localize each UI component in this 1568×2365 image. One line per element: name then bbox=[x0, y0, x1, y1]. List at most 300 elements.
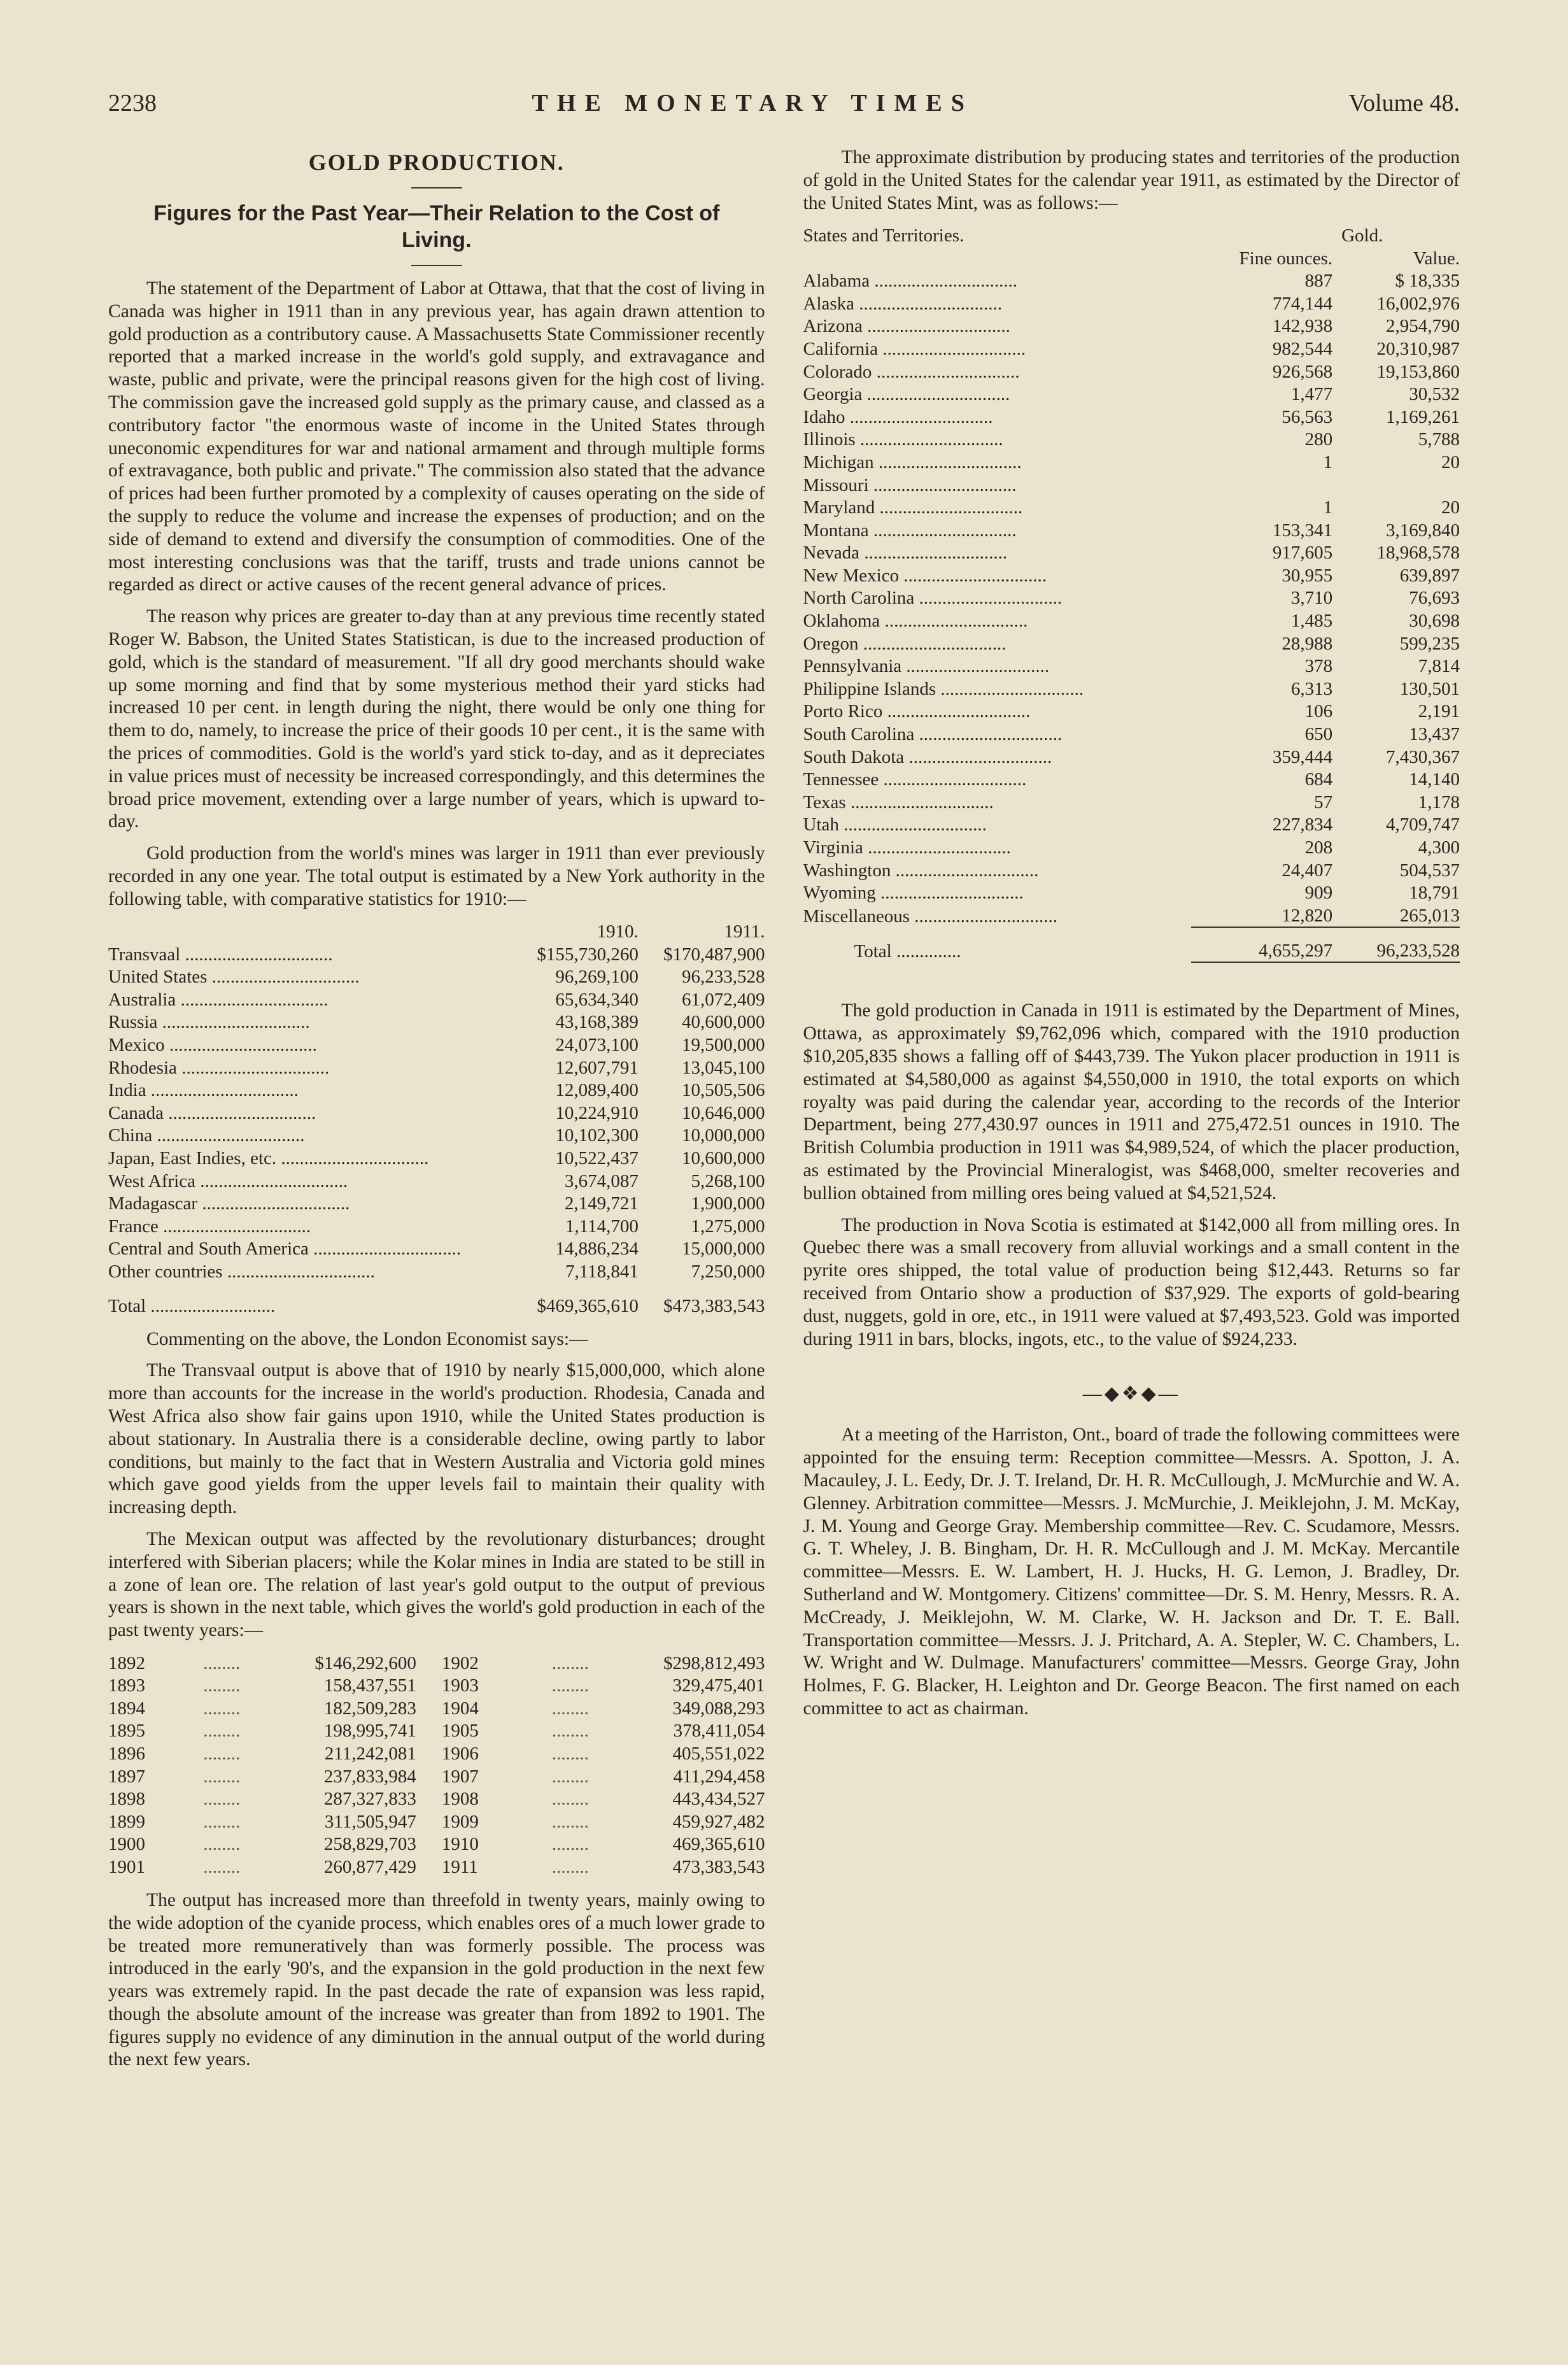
fine-ounces: 280 bbox=[1304, 429, 1333, 450]
table-row bbox=[803, 564, 1460, 586]
leader-dots: ................................ bbox=[163, 1102, 316, 1123]
leader-dots: ............................... bbox=[875, 497, 1023, 518]
year-value: 473,383,543 bbox=[672, 1856, 765, 1877]
state-name bbox=[803, 790, 1191, 813]
value-1910: 12,089,400 bbox=[555, 1080, 639, 1101]
left-column bbox=[108, 146, 765, 2080]
year-value: 469,365,610 bbox=[672, 1834, 765, 1855]
table-row bbox=[803, 790, 1460, 813]
table-row bbox=[108, 1787, 765, 1810]
table-row bbox=[108, 1101, 765, 1124]
gold-value: 2,954,790 bbox=[1386, 316, 1460, 337]
state-label: Oklahoma bbox=[803, 611, 880, 632]
header-value: Value. bbox=[1413, 248, 1460, 269]
value-1911: 10,000,000 bbox=[682, 1125, 765, 1146]
table-row bbox=[108, 942, 765, 965]
country-label: Mexico bbox=[108, 1035, 165, 1056]
fine-ounces: 926,568 bbox=[1272, 361, 1333, 382]
state-name bbox=[803, 269, 1191, 292]
year-value: 459,927,482 bbox=[672, 1811, 765, 1832]
twenty-year-table bbox=[108, 1651, 765, 1878]
gold-value: 19,153,860 bbox=[1376, 361, 1460, 382]
fine-ounces: 1 bbox=[1323, 497, 1333, 518]
table-row bbox=[108, 1169, 765, 1192]
value-1911: 96,233,528 bbox=[682, 967, 765, 988]
fine-ounces: 917,605 bbox=[1272, 543, 1333, 564]
country-label: France bbox=[108, 1216, 159, 1237]
paragraph: At a meeting of the Harriston, Ont., board of trade the following committees were appointed for the ensuing term: Reception committee—Messrs. A. Spotton, J. A. Macauley, J. L. Eedy, Dr. J. T. Ireland, Dr. H. R. McCullough, J. McMurchie and W. A. Glenney. Arbitration committee—Messrs. J. McMurchie, J. Meiklejohn, J. M. McKay, J. M. Young and George Gray. Membership committee—Rev. C. Scudamore, Messrs. G. T. Wheley, J. B. Bingham, Dr. H. R. McCullough and J. M. McKay. Mercantile committee—Messrs. E. W. Lambert, H. J. Hucks, H. G. Lemon, J. Bradley, Dr. Sutherland and W. Montgomery. Citizens' committee—Dr. S. M. Henry, Messrs. R. A. McCready, J. Meiklejohn, W. M. Clarke, W. H. Jackson and Dr. T. E. Ball. Transportation committee—Messrs. J. J. Pritchard, A. A. Stepler, W. C. Chambers, L. W. Wright and W. Dulmage. Manufacturers' committee—Messrs. George Gray, John Holmes, F. G. Blacker, H. Leighton and Dr. George Beacon. The first named on each committee to act as chairman. bbox=[803, 1424, 1460, 1719]
value-1910: 3,674,087 bbox=[564, 1170, 639, 1191]
state-label: Montana bbox=[803, 520, 869, 541]
value-1910: 1,114,700 bbox=[565, 1216, 639, 1237]
state-name bbox=[803, 292, 1191, 315]
table-row bbox=[803, 700, 1460, 723]
country-label: United States bbox=[108, 967, 208, 988]
country-label: Australia bbox=[108, 989, 176, 1010]
state-name bbox=[803, 835, 1191, 858]
leader-dots: ........ bbox=[551, 1743, 589, 1764]
gold-value: 4,300 bbox=[1418, 837, 1460, 858]
value-1911: $170,487,900 bbox=[663, 944, 765, 965]
fine-ounces: 6,313 bbox=[1290, 678, 1333, 699]
table-row bbox=[108, 1719, 765, 1742]
year-value: $298,812,493 bbox=[663, 1652, 765, 1673]
leader-dots: ........ bbox=[551, 1811, 589, 1832]
leader-dots: ............................... bbox=[858, 633, 1006, 654]
gold-value: 20 bbox=[1441, 451, 1460, 472]
year-value: 198,995,741 bbox=[323, 1721, 416, 1742]
state-label: South Dakota bbox=[803, 746, 905, 767]
state-name bbox=[803, 813, 1191, 836]
leader-dots: ........ bbox=[203, 1766, 241, 1787]
gold-value: 4,709,747 bbox=[1386, 814, 1460, 835]
total-value: 96,233,528 bbox=[1332, 927, 1460, 963]
leader-dots: ............................... bbox=[868, 474, 1017, 495]
table-row bbox=[108, 1079, 765, 1102]
year-label: 1902 bbox=[441, 1652, 479, 1673]
gold-value: 20 bbox=[1441, 497, 1460, 518]
us-production-table bbox=[803, 224, 1460, 963]
state-name bbox=[803, 360, 1191, 383]
gold-value: 76,693 bbox=[1409, 588, 1460, 609]
total-label: Total .............. bbox=[854, 941, 961, 962]
state-name bbox=[803, 405, 1191, 428]
state-name bbox=[803, 586, 1191, 609]
value-1911: 10,600,000 bbox=[682, 1148, 765, 1169]
leader-dots: ................................ bbox=[276, 1148, 429, 1169]
table-row bbox=[803, 677, 1460, 700]
running-head bbox=[108, 89, 1460, 125]
table-row bbox=[108, 1651, 765, 1674]
state-name bbox=[803, 768, 1191, 791]
year-label: 1900 bbox=[108, 1834, 145, 1855]
header-fine-ounces: Fine ounces. bbox=[1239, 248, 1333, 269]
fine-ounces: 982,544 bbox=[1272, 338, 1333, 359]
fine-ounces: 909 bbox=[1304, 883, 1333, 904]
value-1911: 10,505,506 bbox=[682, 1080, 765, 1101]
fine-ounces: 153,341 bbox=[1272, 520, 1333, 541]
value-1910: 10,102,300 bbox=[555, 1125, 639, 1146]
state-name bbox=[803, 518, 1191, 541]
table-row bbox=[108, 1056, 765, 1079]
value-1911: 13,045,100 bbox=[682, 1057, 765, 1078]
leader-dots: ............................... bbox=[914, 588, 1063, 609]
table-row bbox=[108, 1033, 765, 1056]
country-name bbox=[108, 1101, 512, 1124]
leader-dots: ............................... bbox=[910, 906, 1058, 927]
country-name bbox=[108, 988, 512, 1011]
table-header bbox=[803, 224, 1460, 246]
state-name bbox=[803, 881, 1191, 904]
country-name bbox=[108, 1011, 512, 1033]
table-row bbox=[803, 383, 1460, 406]
paragraph: The approximate distribution by producing states and territories of the production of gold in the United States for the calendar year 1911, as estimated by the Director of the United States Mint, was as follows:— bbox=[803, 147, 1460, 213]
leader-dots: ............................... bbox=[863, 837, 1011, 858]
country-label: India bbox=[108, 1080, 146, 1101]
table-header bbox=[108, 920, 765, 943]
value-1911: 40,600,000 bbox=[682, 1012, 765, 1033]
leader-dots: ........ bbox=[551, 1766, 589, 1787]
fine-ounces bbox=[1191, 473, 1332, 496]
state-label: Utah bbox=[803, 814, 839, 835]
leader-dots: ........ bbox=[551, 1698, 589, 1719]
country-label: Rhodesia bbox=[108, 1057, 177, 1078]
country-name bbox=[108, 1056, 512, 1079]
state-label: Illinois bbox=[803, 429, 856, 450]
leader-dots: ............................... bbox=[904, 746, 1052, 767]
country-label: Other countries bbox=[108, 1261, 223, 1282]
leader-dots: ............................... bbox=[875, 883, 1024, 904]
leader-dots: ........ bbox=[551, 1675, 589, 1696]
leader-dots: ........ bbox=[203, 1743, 241, 1764]
leader-dots: ................................ bbox=[176, 989, 328, 1010]
state-label: Wyoming bbox=[803, 883, 876, 904]
article-subheadline: Figures for the Past Year—Their Relation to the Cost of Living. bbox=[153, 201, 720, 252]
fine-ounces: 359,444 bbox=[1272, 746, 1333, 767]
value-1910: 24,073,100 bbox=[555, 1035, 639, 1056]
country-name bbox=[108, 1146, 512, 1169]
gold-value: 18,968,578 bbox=[1376, 543, 1460, 564]
state-name bbox=[803, 541, 1191, 564]
fine-ounces: 887 bbox=[1304, 271, 1333, 292]
value-1910: 14,886,234 bbox=[555, 1239, 639, 1260]
leader-dots: ........ bbox=[203, 1789, 241, 1810]
state-label: Miscellaneous bbox=[803, 906, 910, 927]
state-label: Texas bbox=[803, 792, 846, 813]
country-name bbox=[108, 1079, 512, 1102]
leader-dots: ............................... bbox=[880, 611, 1028, 632]
state-name bbox=[803, 473, 1191, 496]
year-value: $146,292,600 bbox=[314, 1652, 416, 1673]
state-label: Philippine Islands bbox=[803, 678, 936, 699]
state-name bbox=[803, 564, 1191, 586]
year-label: 1892 bbox=[108, 1652, 145, 1673]
fine-ounces: 227,834 bbox=[1272, 814, 1333, 835]
state-name bbox=[803, 337, 1191, 360]
table-row bbox=[803, 496, 1460, 519]
volume-label: Volume 48. bbox=[1348, 90, 1460, 117]
leader-dots: ........ bbox=[551, 1856, 589, 1877]
table-row bbox=[803, 541, 1460, 564]
value-1910: $155,730,260 bbox=[537, 944, 639, 965]
leader-dots: ........ bbox=[203, 1698, 241, 1719]
gold-value: 14,140 bbox=[1409, 769, 1460, 790]
year-label: 1906 bbox=[441, 1743, 479, 1764]
leader-dots: ........ bbox=[551, 1834, 589, 1855]
paragraph: The Transvaal output is above that of 1910 by nearly $15,000,000, which alone more than accounts for the increase in the world's production. Rhodesia, Canada and West Africa also show fair gains upon 1910, while the United States production is about stationary. In Australia there is a considerable decline, owing partly to labor conditions, but mainly to the fact that in Western Australia and Victoria gold mines which gave good yields from the upper levels fail to maintain their quality with increasing depth. bbox=[108, 1360, 765, 1518]
state-label: Michigan bbox=[803, 451, 874, 472]
year-value: 411,294,458 bbox=[673, 1766, 765, 1787]
table-total-row bbox=[803, 927, 1460, 963]
country-name bbox=[108, 1033, 512, 1056]
table-row bbox=[803, 360, 1460, 383]
world-production-table bbox=[108, 920, 765, 1317]
year-value: 258,829,703 bbox=[323, 1834, 416, 1855]
table-row bbox=[803, 428, 1460, 451]
year-label: 1898 bbox=[108, 1789, 145, 1810]
fine-ounces: 1,477 bbox=[1290, 384, 1333, 405]
state-label: Arizona bbox=[803, 316, 863, 337]
state-name bbox=[803, 632, 1191, 655]
gold-value: 7,814 bbox=[1418, 656, 1460, 677]
value-1911: 1,900,000 bbox=[691, 1193, 765, 1214]
year-label: 1911 bbox=[441, 1856, 478, 1877]
leader-dots: ............................... bbox=[838, 814, 987, 835]
year-value: 237,833,984 bbox=[323, 1766, 416, 1787]
leader-dots: ............................... bbox=[899, 565, 1047, 586]
table-row bbox=[108, 1146, 765, 1169]
country-name bbox=[108, 1124, 512, 1147]
gold-value: 1,169,261 bbox=[1386, 406, 1460, 427]
fine-ounces: 1,485 bbox=[1290, 611, 1333, 632]
state-name bbox=[803, 428, 1191, 451]
state-label: South Carolina bbox=[803, 724, 915, 745]
year-label: 1907 bbox=[441, 1766, 479, 1787]
state-label: Missouri bbox=[803, 474, 869, 495]
table-row bbox=[803, 858, 1460, 881]
table-row bbox=[108, 988, 765, 1011]
gold-value: 30,698 bbox=[1409, 611, 1460, 632]
gold-value: 1,178 bbox=[1418, 792, 1460, 813]
table-row bbox=[803, 337, 1460, 360]
state-label: Alabama bbox=[803, 271, 870, 292]
total-1910: $469,365,610 bbox=[537, 1295, 639, 1316]
leader-dots: ................................ bbox=[195, 1170, 348, 1191]
table-row bbox=[803, 745, 1460, 768]
value-1910: 12,607,791 bbox=[555, 1057, 639, 1078]
fine-ounces: 142,938 bbox=[1272, 316, 1333, 337]
state-label: Idaho bbox=[803, 406, 845, 427]
table-row bbox=[108, 1214, 765, 1237]
paragraph: The reason why prices are greater to-day than at any previous time recently stated Roger W. Babson, the United States Statistican, is due to the increased production of gold, which is the standard of measurement. "If all dry good merchants should wake up some morning and find that by some mysterious method their yard sticks had increased 10 per cent. in length during the night, there would be only one thing for them to do, namely, to increase the price of their goods 10 per cent., it is the same with the prices of commodities. Gold is the world's yard stick to-day, and as it depreciates in value prices must of necessity be increased correspondingly, and this determines the broad price movement, extending over a large number of years, which is upward to-day. bbox=[108, 606, 765, 832]
fine-ounces: 28,988 bbox=[1282, 633, 1333, 654]
table-row bbox=[803, 405, 1460, 428]
state-label: Pennsylvania bbox=[803, 656, 902, 677]
gold-value: 599,235 bbox=[1399, 633, 1460, 654]
table-row bbox=[803, 768, 1460, 791]
state-name bbox=[803, 722, 1191, 745]
table-row bbox=[108, 1260, 765, 1282]
table-row bbox=[803, 292, 1460, 315]
paragraph: The gold production in Canada in 1911 is estimated by the Department of Mines, Ottawa, as approximately $9,762,096 which, compared with the 1910 production $10,205,835 shows a falling off of $443,739. The Yukon placer production in 1911 is estimated at $4,580,000 as against $4,550,000 in 1910, the total exports on which royalty was paid during the calendar year, according to the records of the Interior Department, being 277,430.97 ounces in 1911 and 275,472.51 ounces in 1910. The British Columbia production in 1911 was $4,989,524, of which the placer production, as estimated by the Provincial Mineralogist, was $468,000, smelter recoveries and bullion obtained from milling ores being valued at $4,521,524. bbox=[803, 1000, 1460, 1204]
year-label: 1904 bbox=[441, 1698, 479, 1719]
fine-ounces: 30,955 bbox=[1282, 565, 1333, 586]
gold-value: 2,191 bbox=[1418, 701, 1460, 722]
paragraph: Commenting on the above, the London Economist says:— bbox=[146, 1328, 588, 1349]
ornament-divider: —◆❖◆— bbox=[1082, 1383, 1180, 1405]
value-1911: 7,250,000 bbox=[691, 1261, 765, 1282]
value-1910: 43,168,389 bbox=[555, 1012, 639, 1033]
divider bbox=[411, 265, 462, 266]
leader-dots: ............................... bbox=[901, 656, 1050, 677]
leader-dots: ........ bbox=[551, 1652, 589, 1673]
country-label: Russia bbox=[108, 1012, 158, 1033]
gold-value: 130,501 bbox=[1399, 678, 1460, 699]
year-label: 1905 bbox=[441, 1721, 479, 1742]
gold-value: 30,532 bbox=[1409, 384, 1460, 405]
fine-ounces: 3,710 bbox=[1290, 588, 1333, 609]
state-label: North Carolina bbox=[803, 588, 915, 609]
leader-dots: ................................ bbox=[222, 1261, 375, 1282]
table-row bbox=[803, 835, 1460, 858]
year-value: 329,475,401 bbox=[672, 1675, 765, 1696]
table-row bbox=[108, 1192, 765, 1215]
state-name bbox=[803, 904, 1191, 927]
year-label: 1903 bbox=[441, 1675, 479, 1696]
year-value: 260,877,429 bbox=[323, 1856, 416, 1877]
year-label: 1894 bbox=[108, 1698, 145, 1719]
state-label: Washington bbox=[803, 860, 891, 881]
leader-dots: ............................... bbox=[891, 860, 1039, 881]
gold-value: 20,310,987 bbox=[1376, 338, 1460, 359]
leader-dots: ........ bbox=[203, 1834, 241, 1855]
state-name bbox=[803, 383, 1191, 406]
state-name bbox=[803, 496, 1191, 519]
country-label: Canada bbox=[108, 1102, 164, 1123]
fine-ounces: 1 bbox=[1323, 451, 1333, 472]
fine-ounces: 684 bbox=[1304, 769, 1333, 790]
divider bbox=[411, 187, 462, 188]
leader-dots: ................................ bbox=[207, 967, 360, 988]
value-1911: 10,646,000 bbox=[682, 1102, 765, 1123]
state-name bbox=[803, 700, 1191, 723]
leader-dots: ............................... bbox=[882, 701, 1031, 722]
state-label: New Mexico bbox=[803, 565, 900, 586]
value-1911: 19,500,000 bbox=[682, 1035, 765, 1056]
country-label: Japan, East Indies, etc. bbox=[108, 1148, 277, 1169]
value-1910: 10,522,437 bbox=[555, 1148, 639, 1169]
table-row bbox=[108, 1833, 765, 1856]
table-row bbox=[108, 1810, 765, 1833]
table-row bbox=[108, 1696, 765, 1719]
fine-ounces: 774,144 bbox=[1272, 293, 1333, 314]
leader-dots: ........ bbox=[551, 1789, 589, 1810]
state-label: Georgia bbox=[803, 384, 863, 405]
paragraph: Gold production from the world's mines was larger in 1911 than ever previously recorded in any one year. The total output is estimated by a New York authority in the following table, with comparative statistics for 1910:— bbox=[108, 843, 765, 909]
leader-dots: ................................ bbox=[308, 1239, 462, 1260]
gold-value: 5,788 bbox=[1418, 429, 1460, 450]
table-row bbox=[803, 632, 1460, 655]
year-value: 211,242,081 bbox=[324, 1743, 416, 1764]
leader-dots: ................................ bbox=[152, 1125, 305, 1146]
table-row bbox=[803, 609, 1460, 632]
year-value: 443,434,527 bbox=[672, 1789, 765, 1810]
state-name bbox=[803, 315, 1191, 337]
value-1910: 2,149,721 bbox=[564, 1193, 639, 1214]
column-header-1910: 1910. bbox=[597, 921, 639, 942]
header-states: States and Territories. bbox=[803, 225, 964, 246]
fine-ounces: 650 bbox=[1304, 724, 1333, 745]
year-label: 1893 bbox=[108, 1675, 145, 1696]
leader-dots: ........ bbox=[203, 1856, 241, 1877]
year-value: 378,411,054 bbox=[673, 1721, 765, 1742]
country-label: Central and South America bbox=[108, 1239, 309, 1260]
state-label: Colorado bbox=[803, 361, 872, 382]
leader-dots: ............................... bbox=[879, 769, 1027, 790]
table-row bbox=[803, 722, 1460, 745]
table-row bbox=[803, 586, 1460, 609]
country-name bbox=[108, 1192, 512, 1215]
state-label: Oregon bbox=[803, 633, 859, 654]
state-label: Maryland bbox=[803, 497, 875, 518]
table-row bbox=[803, 881, 1460, 904]
leader-dots: ............................... bbox=[862, 316, 1010, 337]
year-label: 1909 bbox=[441, 1811, 479, 1832]
year-value: 158,437,551 bbox=[323, 1675, 416, 1696]
country-name bbox=[108, 1169, 512, 1192]
columns bbox=[108, 146, 1460, 2080]
gold-value bbox=[1332, 473, 1460, 496]
leader-dots: ................................ bbox=[197, 1193, 350, 1214]
state-label: Alaska bbox=[803, 293, 855, 314]
gold-value: 16,002,976 bbox=[1376, 293, 1460, 314]
state-name bbox=[803, 655, 1191, 678]
state-label: Nevada bbox=[803, 543, 860, 564]
gold-value: 3,169,840 bbox=[1386, 520, 1460, 541]
leader-dots: ............................... bbox=[854, 293, 1003, 314]
year-value: 182,509,283 bbox=[323, 1698, 416, 1719]
year-label: 1897 bbox=[108, 1766, 145, 1787]
leader-dots: ............................... bbox=[862, 384, 1010, 405]
leader-dots: ............................... bbox=[845, 406, 993, 427]
value-1911: 15,000,000 bbox=[682, 1239, 765, 1260]
table-row bbox=[803, 813, 1460, 836]
year-value: 311,505,947 bbox=[324, 1811, 416, 1832]
total-ounces: 4,655,297 bbox=[1191, 927, 1332, 963]
country-name bbox=[108, 1214, 512, 1237]
year-label: 1899 bbox=[108, 1811, 145, 1832]
year-value: 405,551,022 bbox=[672, 1743, 765, 1764]
country-name bbox=[108, 1237, 512, 1260]
paragraph: The Mexican output was affected by the revolutionary disturbances; drought interfered with Siberian placers; while the Kolar mines in India are stated to be still in a zone of lean ore. The relation of last year's gold output to the output of previous years is shown in the next table, which gives the world's gold production in each of the past twenty years:— bbox=[108, 1528, 765, 1641]
gold-value: $ 18,335 bbox=[1395, 271, 1460, 292]
country-label: China bbox=[108, 1125, 153, 1146]
state-label: Porto Rico bbox=[803, 701, 883, 722]
leader-dots: ........ bbox=[203, 1652, 241, 1673]
table-row bbox=[108, 1124, 765, 1147]
state-label: Virginia bbox=[803, 837, 863, 858]
table-row bbox=[108, 1011, 765, 1033]
country-name bbox=[108, 1260, 512, 1282]
leader-dots: ............................... bbox=[845, 792, 994, 813]
leader-dots: ............................... bbox=[873, 451, 1022, 472]
table-row bbox=[108, 1237, 765, 1260]
page-number: 2238 bbox=[108, 90, 157, 117]
gold-value: 639,897 bbox=[1399, 565, 1460, 586]
state-name bbox=[803, 745, 1191, 768]
fine-ounces: 106 bbox=[1304, 701, 1333, 722]
paragraph: The production in Nova Scotia is estimated at $142,000 all from milling ores. In Quebec there was a small recovery from alluvial workings and a small content in the pyrite ores shipped, the total value of production being $12,443. Returns so far received from Ontario show a production of $37,929. The exports of gold-bearing dust, nuggets, gold in ore, etc., in 1911 were valued at $7,493,523. Gold was imported during 1911 in bars, blocks, ingots, etc., to the value of $924,233. bbox=[803, 1214, 1460, 1349]
